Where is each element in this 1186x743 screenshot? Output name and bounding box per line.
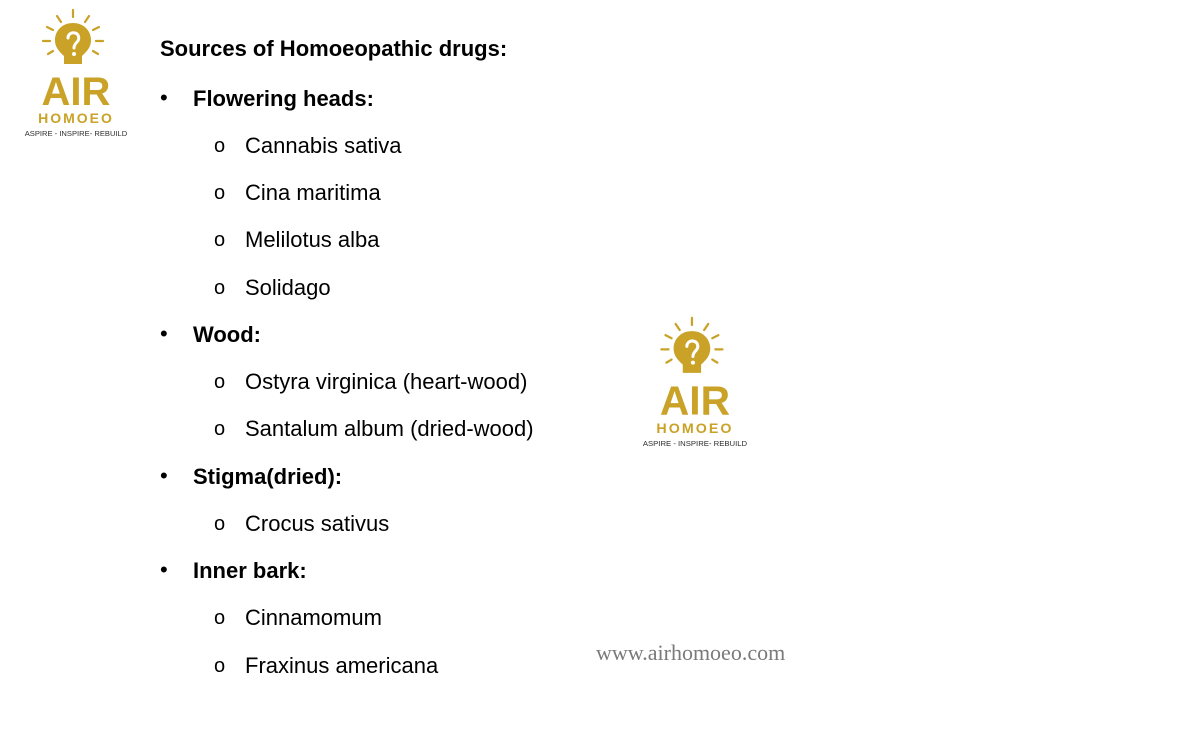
watermark-brand-text: AIR (659, 377, 731, 424)
logo-brand-text: AIR (41, 70, 111, 114)
list-item-text: Ostyra virginica (heart-wood) (245, 369, 528, 394)
logo-tagline-text: ASPIRE - INSPIRE- REBUILD (24, 129, 128, 138)
sub-bullet-marker: o (214, 229, 226, 251)
section-heading: Stigma(dried): (193, 464, 343, 489)
list-item-text: Solidago (245, 275, 331, 300)
bullet-marker: • (160, 321, 168, 346)
sub-bullet-marker: o (214, 135, 226, 157)
list-item-text: Cinnamomum (245, 605, 382, 630)
section-heading: Flowering heads: (193, 86, 374, 111)
list-item-text: Fraxinus americana (245, 653, 439, 678)
page-title: Sources of Homoeopathic drugs: (160, 36, 508, 61)
sub-bullet-marker: o (214, 418, 226, 440)
website-url: www.airhomoeo.com (596, 640, 786, 665)
watermark-tagline-text: ASPIRE - INSPIRE- REBUILD (642, 439, 748, 449)
list-item-text: Melilotus alba (245, 227, 380, 252)
watermark-name-text: HOMOEO (656, 420, 734, 437)
sub-bullet-marker: o (214, 607, 226, 629)
list-item-text: Santalum album (dried-wood) (245, 416, 534, 441)
section-heading: Inner bark: (193, 558, 307, 583)
logo-name-text: HOMOEO (38, 110, 114, 126)
sub-bullet-marker: o (214, 513, 226, 535)
sub-bullet-marker: o (214, 655, 226, 677)
bullet-marker: • (160, 557, 168, 582)
bullet-marker: • (160, 85, 168, 110)
list-item-text: Cannabis sativa (245, 133, 402, 158)
section-heading: Wood: (193, 322, 262, 347)
sub-bullet-marker: o (214, 182, 226, 204)
brand-logo (22, 8, 132, 140)
bullet-marker: • (160, 463, 168, 488)
list-item-text: Crocus sativus (245, 511, 390, 536)
sub-bullet-marker: o (214, 277, 226, 299)
sub-bullet-marker: o (214, 371, 226, 393)
watermark-logo (640, 312, 752, 454)
list-item-text: Cina maritima (245, 180, 381, 205)
